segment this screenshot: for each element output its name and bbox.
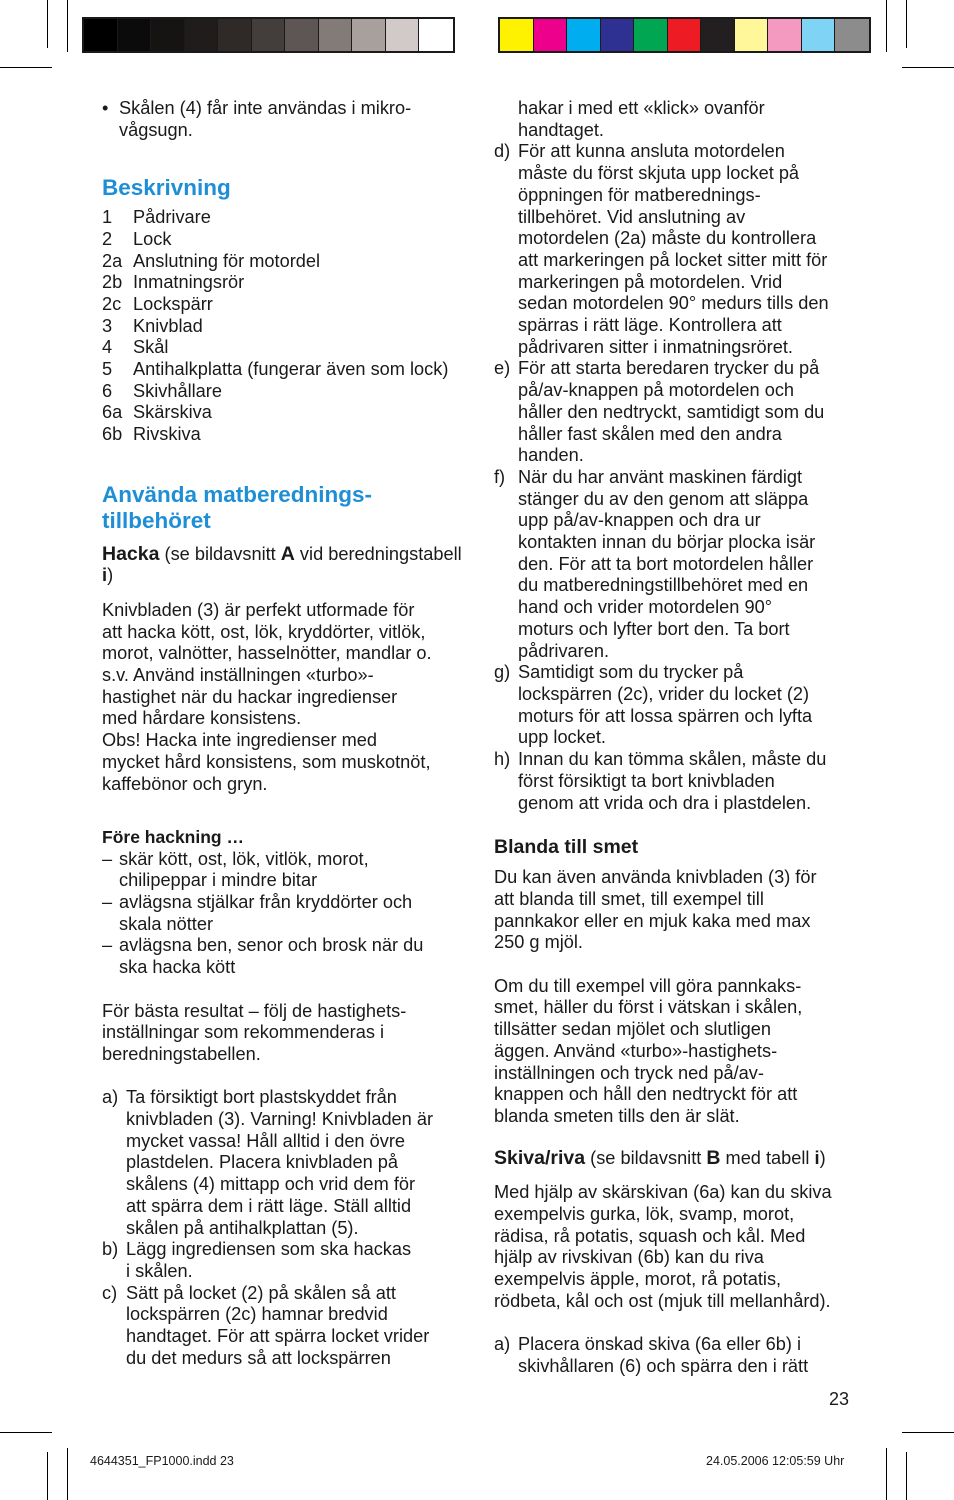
step-letter: e) [494, 358, 511, 379]
heading-blanda: Blanda till smet [494, 836, 639, 859]
page-number: 23 [829, 1389, 850, 1409]
step-item [494, 1334, 859, 1377]
text-line: moturs för att lossa spärren och lyfta [518, 705, 813, 726]
text-line: pådrivaren sitter i inmatningsröret. [518, 336, 793, 357]
bullet-item [102, 98, 462, 141]
crop-mark [0, 1432, 52, 1433]
crop-mark [902, 1432, 954, 1433]
step-text [126, 1283, 462, 1370]
right-column [494, 98, 859, 1378]
step-letter: a) [102, 1087, 119, 1108]
part-number: 2 [102, 228, 113, 249]
dash-marker: – [102, 892, 113, 913]
part-item [102, 337, 462, 359]
text-line: du det medurs så att lockspärren [126, 1347, 391, 1368]
crop-mark [886, 1448, 887, 1500]
text-line: den. För att ta bort motordelen håller [518, 553, 814, 574]
text-line: öppningen för matberednings- [518, 184, 761, 205]
text-line: mycket vassa! Håll alltid i den övre [126, 1130, 405, 1151]
text-line: plastdelen. Placera knivbladen på [126, 1152, 398, 1173]
part-item [102, 316, 462, 338]
part-item [102, 229, 462, 251]
step-text [518, 467, 859, 662]
text-line: måste du först skjuta upp locket på [518, 163, 800, 184]
text-line: inställningen och tryck ned på/av- [494, 1062, 764, 1083]
text-line: kaffebönor och gryn. [102, 773, 268, 794]
text-line: att markeringen på locket sitter mitt för [518, 249, 828, 270]
part-number: 4 [102, 337, 113, 358]
step-item [494, 141, 859, 358]
part-item [102, 359, 462, 381]
text-line: hand och vrider motordelen 90° [518, 597, 772, 618]
color-swatch [634, 19, 668, 51]
text-line: först försiktigt ta bort knivbladen [518, 770, 775, 791]
text-line: pådrivaren. [518, 640, 609, 661]
part-label: Inmatningsrör [133, 272, 245, 293]
text-line: pannkakor eller en mjuk kaka med max [494, 910, 811, 931]
text-line: s.v. Använd inställningen «turbo»- [102, 665, 374, 686]
text-line: lockspärren (2c), vrider du locket (2) [518, 683, 810, 704]
text-line: upp på/av-knappen och dra ur [518, 510, 761, 531]
part-label: Skål [133, 337, 169, 358]
color-swatch [319, 19, 353, 51]
color-swatch [218, 19, 252, 51]
color-swatch [534, 19, 568, 51]
blanda-paragraph-1 [494, 867, 859, 954]
footer-file: 4644351_FP1000.indd 23 [90, 1454, 234, 1468]
text-line: handen. [518, 445, 584, 466]
part-number: 6a [102, 402, 123, 423]
color-swatch [500, 19, 534, 51]
color-swatch [419, 19, 453, 51]
before-item [102, 935, 462, 978]
part-label: Pådrivare [133, 207, 211, 228]
text-line: Med hjälp av skärskivan (6a) kan du skiva [494, 1182, 832, 1203]
part-label: Lock [133, 228, 172, 249]
hacka-intro [102, 600, 462, 795]
before-item [102, 892, 462, 935]
text-line: i skålen. [126, 1260, 193, 1281]
text-line: håller den nedtryckt, samtidigt som du [518, 401, 825, 422]
step-item [494, 467, 859, 662]
heading-beskrivning: Beskrivning [102, 175, 231, 201]
hacka-steps-continued [494, 141, 859, 814]
text-line: För att kunna ansluta motordelen [518, 141, 785, 162]
part-item [102, 207, 462, 229]
text-line: att blanda till smet, till exempel till [494, 888, 764, 909]
step-letter: d) [494, 141, 511, 162]
part-label: Skivhållare [133, 380, 222, 401]
text-line: chilipeppar i mindre bitar [119, 870, 318, 891]
blanda-paragraph-2 [494, 976, 859, 1128]
text-line: knappen och håll den nedtryckt för att [494, 1084, 798, 1105]
step-text [518, 749, 859, 814]
text-line: Obs! Hacka inte ingredienser med [102, 730, 377, 751]
step-item [494, 358, 859, 467]
part-number: 6 [102, 380, 113, 401]
text-line: äggen. Använd «turbo»-hastighets- [494, 1040, 778, 1061]
step-text [126, 1239, 462, 1282]
step-item [102, 1087, 462, 1239]
part-number: 5 [102, 359, 113, 380]
text-line: upp locket. [518, 727, 606, 748]
part-item [102, 424, 462, 446]
step-text [518, 358, 859, 467]
color-swatch [84, 19, 118, 51]
skiva-steps [494, 1334, 859, 1377]
step-item [494, 662, 859, 749]
text-line: knivbladen (3). Varning! Knivbladen är [126, 1109, 434, 1130]
step-letter: g) [494, 662, 511, 683]
grayscale-color-bar [82, 17, 455, 53]
text-line: 250 g mjöl. [494, 932, 583, 953]
step-text [518, 141, 859, 358]
color-swatch [768, 19, 802, 51]
text-line: skålen på antihalkplattan (5). [126, 1217, 359, 1238]
text-line: spärras i rätt läge. Kontrollera att [518, 315, 782, 336]
skiva-paragraph [494, 1182, 859, 1312]
crop-mark [67, 0, 68, 52]
step-text [518, 1334, 859, 1377]
part-item [102, 381, 462, 403]
color-swatch [285, 19, 319, 51]
left-column [102, 98, 462, 1369]
text-line: mycket hård konsistens, som muskotnöt, [102, 751, 431, 772]
color-swatch [601, 19, 635, 51]
part-label: Knivblad [133, 315, 203, 336]
step-item [102, 1239, 462, 1282]
step-text [126, 1087, 462, 1239]
text-line: tillsätter sedan mjölet och slutligen [494, 1019, 771, 1040]
hacka-heading: Hacka (se bildavsnitt A vid beredningstabell i) [102, 542, 462, 586]
text-line: Lägg ingrediensen som ska hackas [126, 1239, 412, 1260]
color-swatch [118, 19, 152, 51]
best-result-paragraph [102, 1001, 462, 1066]
text-line: exempelvis äpple, morot, rå potatis, [494, 1269, 782, 1290]
step-letter: a) [494, 1334, 511, 1355]
before-item-text [119, 935, 462, 978]
text-line: Sätt på locket (2) på skålen så att [126, 1282, 396, 1303]
process-color-bar [498, 17, 871, 53]
before-item-text [119, 892, 462, 935]
part-label: Rivskiva [133, 424, 201, 445]
part-item [102, 272, 462, 294]
text-line: För bästa resultat – följ de hastighets- [102, 1000, 407, 1021]
text-line: lockspärren (2c) hamnar bredvid [126, 1304, 388, 1325]
crop-mark [0, 67, 52, 68]
before-item [102, 849, 462, 892]
skiva-heading: Skiva/riva (se bildavsnitt B med tabell i) [494, 1146, 826, 1169]
color-swatch [701, 19, 735, 51]
text-line: ska hacka kött [119, 957, 236, 978]
text-line: exempelvis gurka, lök, svamp, morot, [494, 1204, 795, 1225]
text-line: på/av-knappen på motordelen och [518, 380, 795, 401]
text-line: skålens (4) mittapp och vrid dem för [126, 1174, 416, 1195]
part-label: Lockspärr [133, 293, 213, 314]
crop-mark [886, 0, 887, 52]
part-label: Antihalkplatta (fungerar även som lock) [133, 359, 449, 380]
text-line: handtaget. [518, 119, 604, 140]
part-label: Anslutning för motordel [133, 250, 321, 271]
part-number: 1 [102, 207, 113, 228]
text-line: stänger du av den genom att släppa [518, 488, 809, 509]
text-line: sedan motordelen 90° medurs tills den [518, 293, 829, 314]
color-swatch [386, 19, 420, 51]
crop-mark [902, 67, 954, 68]
text-line: markeringen på motordelen. Vrid [518, 271, 783, 292]
text-line: Placera önskad skiva (6a eller 6b) i [518, 1334, 802, 1355]
crop-mark [47, 1452, 48, 1500]
color-swatch [735, 19, 769, 51]
before-list [102, 849, 462, 979]
color-swatch [185, 19, 219, 51]
text-line: kontakten innan du börjar plocka isär [518, 532, 816, 553]
step-continued-text [518, 98, 859, 141]
part-item [102, 402, 462, 424]
color-swatch [352, 19, 386, 51]
dash-marker: – [102, 935, 113, 956]
text-line: För att starta beredaren trycker du på [518, 358, 820, 379]
text-line: genom att vrida och dra i plastdelen. [518, 792, 812, 813]
text-line: du matberedningstillbehöret med en [518, 575, 809, 596]
footer-timestamp: 24.05.2006 12:05:59 Uhr [706, 1454, 845, 1468]
text-line: Ta försiktigt bort plastskyddet från [126, 1087, 397, 1108]
color-swatch [252, 19, 286, 51]
crop-mark [906, 1452, 907, 1500]
text-line: att spärra dem i rätt läge. Ställ alltid [126, 1195, 412, 1216]
step-continued [494, 98, 859, 141]
part-label: Skärskiva [133, 402, 212, 423]
before-heading: Före hackning … [102, 826, 244, 847]
part-item [102, 294, 462, 316]
part-number: 2c [102, 293, 122, 314]
bullet-marker: • [102, 98, 109, 118]
text-line: skivhållaren (6) och spärra den i rätt [518, 1355, 809, 1376]
text-line: handtaget. För att spärra locket vrider [126, 1326, 430, 1347]
text-line: hakar i med ett «klick» ovanför [518, 98, 765, 118]
hacka-steps [102, 1087, 462, 1369]
part-number: 6b [102, 424, 123, 445]
text-line: smet, häller du först i vätskan i skålen, [494, 997, 803, 1018]
step-text [518, 662, 859, 749]
dash-marker: – [102, 848, 113, 869]
part-number: 3 [102, 315, 113, 336]
text-line: tillbehöret. Vid anslutning av [518, 206, 746, 227]
text-line: moturs och lyfter bort den. Ta bort [518, 618, 790, 639]
color-swatch [835, 19, 869, 51]
text-line: Om du till exempel vill göra pannkaks- [494, 975, 802, 996]
step-letter: f) [494, 466, 506, 487]
text-line: att hacka kött, ost, lök, kryddörter, vitlök, [102, 621, 426, 642]
step-item [102, 1283, 462, 1370]
text-line: avlägsna ben, senor och brosk när du [119, 935, 424, 956]
text-line: motordelen (2a) måste du kontrollera [518, 228, 817, 249]
text-line: blanda smeten tills den är slät. [494, 1105, 740, 1126]
text-line: håller fast skålen med den andra [518, 423, 782, 444]
color-swatch [567, 19, 601, 51]
step-letter: h) [494, 749, 511, 770]
color-swatch [668, 19, 702, 51]
text-line: rödbeta, kål och ost (mjuk till mellanhård). [494, 1290, 831, 1311]
part-number: 2a [102, 250, 123, 271]
text-line: inställningar som rekommenderas i [102, 1022, 385, 1043]
bullet-text: Skålen (4) får inte användas i mikro- vågsugn. [119, 98, 412, 140]
text-line: När du har använt maskinen färdigt [518, 466, 803, 487]
text-line: Samtidigt som du trycker på [518, 662, 744, 683]
crop-mark [906, 0, 907, 48]
parts-list [102, 207, 462, 446]
step-letter: c) [102, 1282, 118, 1303]
text-line: hastighet när du hackar ingredienser [102, 686, 398, 707]
text-line: Innan du kan tömma skålen, måste du [518, 749, 827, 770]
crop-mark [67, 1448, 68, 1500]
step-letter: b) [102, 1239, 119, 1260]
color-swatch [151, 19, 185, 51]
step-item [494, 749, 859, 814]
text-line: avlägsna stjälkar från kryddörter och [119, 892, 413, 913]
text-line: skala nötter [119, 913, 214, 934]
text-line: hjälp av rivskivan (6b) kan du riva [494, 1247, 764, 1268]
part-number: 2b [102, 272, 123, 293]
text-line: morot, valnötter, hasselnötter, mandlar o. [102, 643, 432, 664]
text-line: beredningstabellen. [102, 1043, 261, 1064]
text-line: med hårdare konsistens. [102, 708, 302, 729]
text-line: skär kött, ost, lök, vitlök, morot, [119, 848, 369, 869]
heading-anvanda: Använda matberednings- tillbehöret [102, 481, 373, 533]
text-line: Knivbladen (3) är perfekt utformade för [102, 599, 415, 620]
before-item-text [119, 849, 462, 892]
crop-mark [47, 0, 48, 48]
text-line: rädisa, rå potatis, squash och kål. Med [494, 1225, 806, 1246]
part-item [102, 251, 462, 273]
color-swatch [802, 19, 836, 51]
text-line: Du kan även använda knivbladen (3) för [494, 867, 817, 888]
